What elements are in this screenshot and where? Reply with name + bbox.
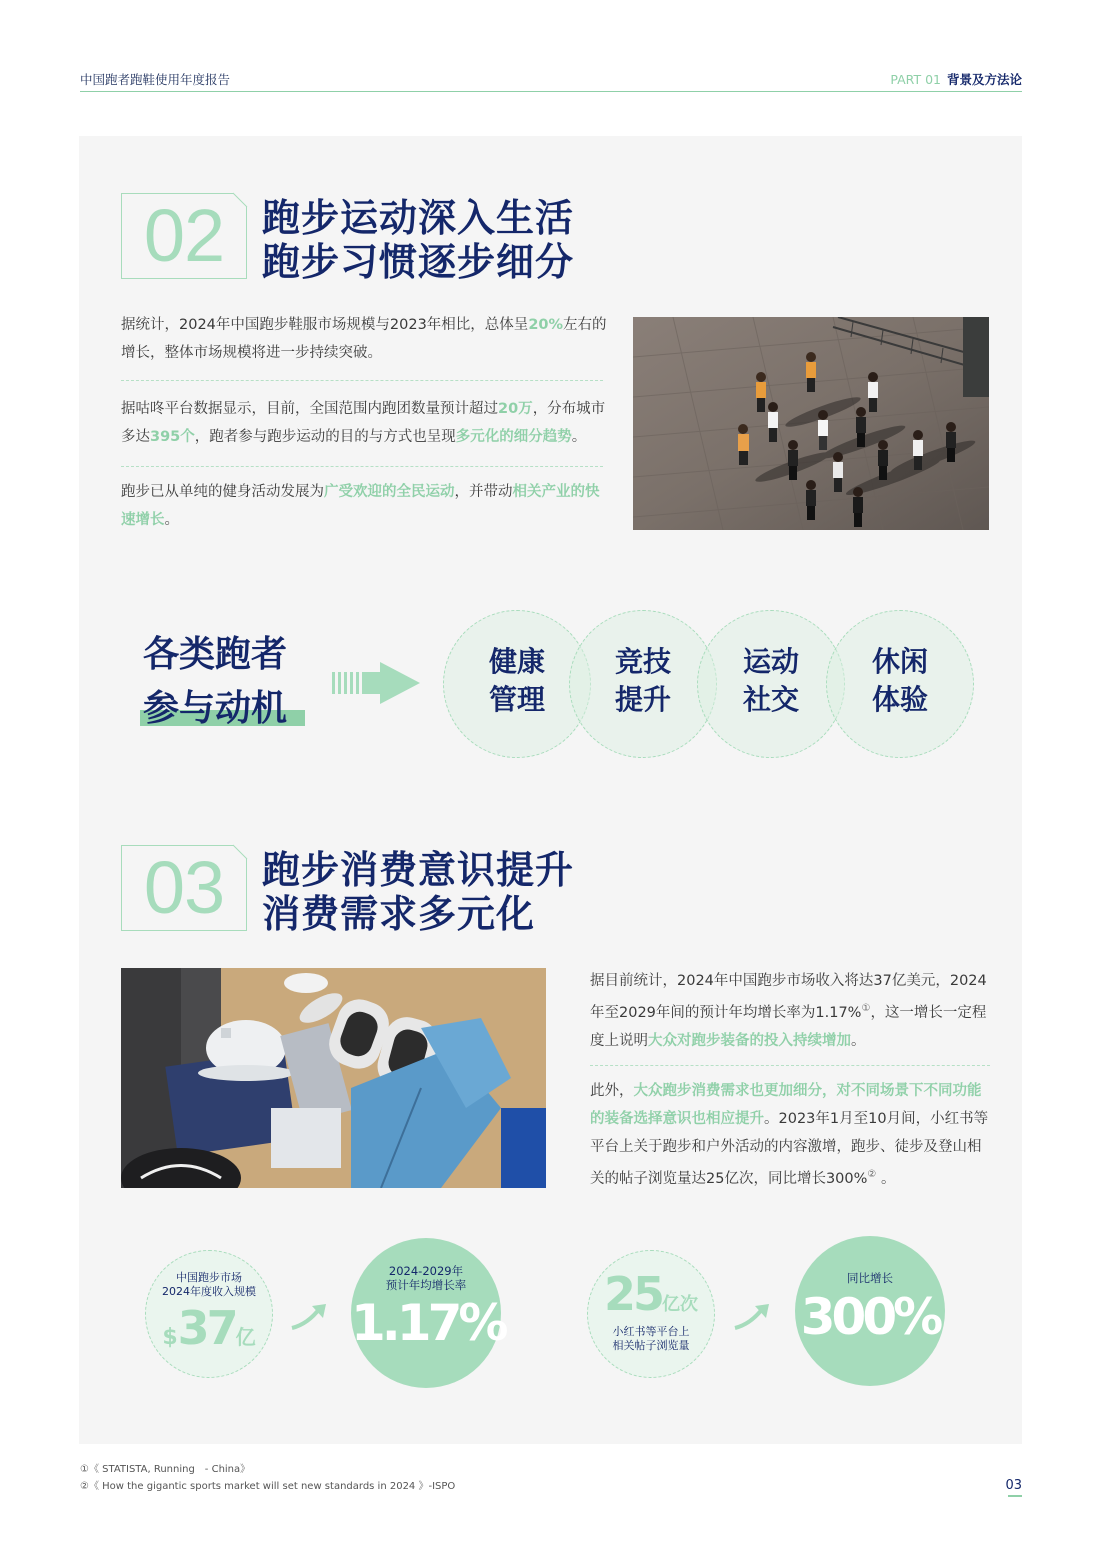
market-value: 37: [177, 1301, 236, 1355]
paragraph-running-clubs: [121, 395, 611, 451]
section-title-line2: 消费需求多元化: [262, 892, 536, 936]
footnote-1: ①《 STATISTA, Running - China》: [80, 1464, 251, 1475]
trend-arrow-icon: [290, 1302, 330, 1332]
section-title-line1: 跑步消费意识提升: [262, 848, 575, 892]
stat-value: [146, 1301, 272, 1355]
highlight-cities: 395个: [150, 429, 195, 445]
section-number-box: [121, 193, 247, 279]
paragraph-market-revenue: [590, 967, 992, 1055]
runners-photo: [633, 317, 989, 530]
section-number-box: [121, 845, 247, 931]
highlight-industry: 相关产业的快速增长: [121, 484, 600, 528]
views-unit: 亿次: [662, 1294, 698, 1315]
motive-line2: 社交: [742, 683, 799, 716]
motive-line2: 体验: [871, 683, 928, 716]
section-label: 背景及方法论: [946, 72, 1022, 87]
currency-symbol: $: [162, 1325, 178, 1350]
text-run: ，并带动: [454, 484, 513, 500]
section-number: 03: [143, 846, 225, 929]
highlight-diversified: 多元化的细分趋势: [455, 429, 572, 445]
text-run: 此外，: [590, 1083, 634, 1099]
section-title-line1: 跑步运动深入生活: [262, 196, 575, 240]
text-run: 据统计，2024年中国跑步鞋服市场规模与2023年相比，总体呈: [121, 317, 529, 333]
page-number-underline: [1008, 1495, 1022, 1497]
text-run: 左右的增长，整体市场规模将进一步持续突破。: [121, 317, 607, 361]
footnote-2: ②《 How the gigantic sports market will set new standards in 2024 》-ISPO: [80, 1481, 456, 1492]
trend-arrow-icon: [733, 1302, 773, 1332]
stat-label: [588, 1325, 714, 1353]
stat-yoy-growth: [795, 1236, 945, 1386]
text-run: 。: [571, 429, 587, 445]
growth-value: 300%: [800, 1288, 940, 1346]
motive-line1: 休闲: [871, 645, 928, 678]
stat-label-line2: 相关帖子浏览量: [612, 1339, 690, 1352]
text-run: 跑步已从单纯的健身活动发展为: [121, 484, 324, 500]
text-run: ，这一增长一定程度上说明: [590, 1004, 987, 1049]
motive-leisure: [826, 610, 974, 758]
text-run: 据咕咚平台数据显示，目前，全国范围内跑团数量预计超过: [121, 401, 498, 417]
motive-line1: 健康: [488, 645, 545, 678]
motive-title-line2: 参与动机: [143, 688, 288, 729]
stat-label-line1: 中国跑步市场: [176, 1271, 242, 1284]
footnote-ref-2: ②: [867, 1169, 877, 1180]
stat-value: [588, 1267, 714, 1321]
stat-label-line2: 2024年度收入规模: [162, 1285, 256, 1298]
header-divider: [80, 91, 1022, 92]
running-gear-photo: [121, 968, 546, 1188]
paragraph-industry: [121, 478, 611, 534]
stat-post-views: [587, 1250, 715, 1378]
page-number: 03: [1005, 1478, 1022, 1493]
text-run: 。2023年1月至10月间，小红书等平台上关于跑步和户外活动的内容激增，跑步、徒步及登山相关的帖子浏览量达25亿次，同比增长300%: [590, 1111, 989, 1187]
stat-market-size: [145, 1250, 273, 1378]
paragraph-consumer-demand: [590, 1077, 992, 1193]
motive-line2: 管理: [488, 683, 545, 716]
arrow-right-icon: [330, 662, 422, 704]
paragraph-market: [121, 311, 611, 367]
stat-label: [146, 1271, 272, 1299]
corner-fold-icon: [232, 844, 248, 860]
text-run: 。: [164, 512, 179, 528]
highlight-segmented-demand: 大众跑步消费需求也更加细分，对不同场景下不同功能的装备选择意识也相应提升: [590, 1083, 982, 1127]
dashed-divider: [590, 1065, 990, 1066]
stat-cagr: [351, 1238, 505, 1388]
highlight-clubs: 20万: [498, 401, 533, 417]
motive-line2: 提升: [614, 683, 671, 716]
part-label: PART 01: [890, 72, 941, 87]
motive-competition: [569, 610, 717, 758]
highlight-popular: 广受欢迎的全民运动: [324, 484, 455, 500]
footnote-ref-1: ①: [861, 1003, 871, 1014]
motive-line1: 运动: [742, 645, 799, 678]
section-indicator: [890, 70, 1022, 88]
corner-fold-icon: [232, 192, 248, 208]
motive-title-line1: 各类跑者: [143, 634, 288, 675]
text-run: 。: [851, 1032, 866, 1049]
text-run: 据目前统计，2024年中国跑步市场收入将达37亿美元，2024年至2029年间的预计年均增长率为1.17%: [590, 973, 987, 1021]
market-unit: 亿: [235, 1325, 256, 1349]
text-run: ，分布城市多达: [121, 401, 606, 445]
text-run: 。: [876, 1170, 896, 1187]
dashed-divider: [121, 380, 603, 381]
text-run: ，跑者参与跑步运动的目的与方式也呈现: [194, 429, 456, 445]
highlight-20pct: 20%: [528, 317, 564, 333]
section-number: 02: [143, 194, 225, 277]
motive-social: [697, 610, 845, 758]
cagr-value: 1.17%: [351, 1294, 505, 1352]
views-value: 25: [603, 1267, 662, 1321]
stat-label-line1: 2024-2029年: [388, 1264, 464, 1278]
stat-label-line1: 小红书等平台上: [612, 1325, 690, 1338]
stat-label-line2: 预计年均增长率: [385, 1278, 467, 1292]
growth-label: 同比增长: [847, 1271, 893, 1285]
motive-line1: 竞技: [614, 645, 671, 678]
section-title-line2: 跑步习惯逐步细分: [262, 240, 575, 284]
report-title: 中国跑者跑鞋使用年度报告: [80, 72, 231, 87]
dashed-divider: [121, 466, 603, 467]
stat-label: [351, 1264, 501, 1292]
highlight-investment: 大众对跑步装备的投入持续增加: [648, 1032, 851, 1049]
